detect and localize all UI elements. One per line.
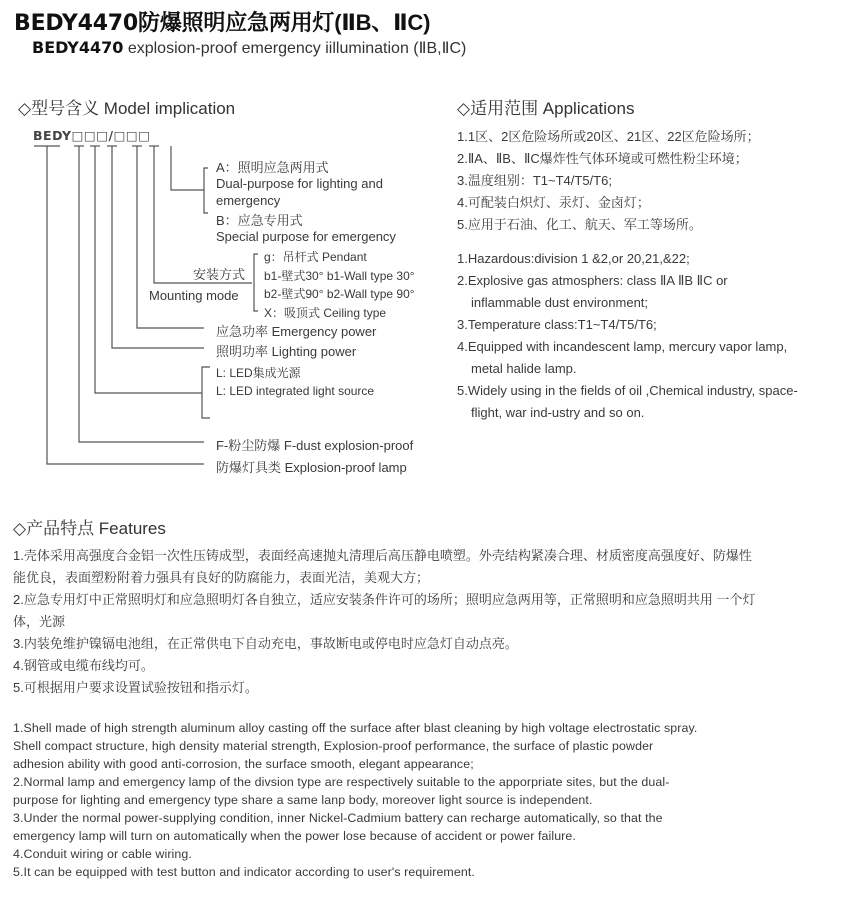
applications-en-item: 2.Explosive gas atmosphers: class ⅡA ⅡB ⅡC or	[457, 273, 728, 288]
features-en-item-cont: purpose for lighting and emergency type share a same lanp body, moreover light source is independent.	[13, 793, 593, 807]
applications-cn-item: 3.温度组别：T1~T4/T5/T6;	[457, 173, 612, 188]
applications-en-item-cont: inflammable dust environment;	[471, 295, 649, 310]
applications-cn-item: 1.1区、2区危险场所或20区、21区、22区危险场所；	[457, 129, 760, 144]
type-a-en-line1: Dual-purpose for lighting and	[216, 176, 383, 191]
applications-en-item-cont: flight, war ind-ustry and so on.	[471, 405, 645, 420]
features-en-item: 3.Under the normal power-supplying condition, inner Nickel-Cadmium battery can recharge automatically, so that the	[13, 811, 663, 825]
features-en-item: 5.It can be equipped with test button and indicator according to user's requirement.	[13, 865, 475, 879]
features-en-item: 1.Shell made of high strength aluminum alloy casting off the surface after blast cleaning by high voltage electrostatic spray.	[13, 721, 698, 735]
light-source-cn: L: LED集成光源	[216, 366, 301, 380]
title-model: BEDY4470	[14, 11, 139, 36]
applications-cn-item: 2.ⅡA、ⅡB、ⅡC爆炸性气体环境或可燃性粉尘环境；	[457, 151, 748, 166]
type-b-en: Special purpose for emergency	[216, 229, 396, 244]
features-en-item: 2.Normal lamp and emergency lamp of the divsion type are respectively suitable to the apporpriate sites, but the dual-	[13, 775, 670, 789]
dust-explosion-proof: F-粉尘防爆 F-dust explosion-proof	[216, 438, 414, 453]
features-cn-item-cont: 能优良，表面塑粉附着力强具有良好的防腐能力，表面光洁，美观大方；	[13, 570, 430, 585]
features-cn-item-cont: 体，光源	[13, 614, 66, 629]
features-cn-item: 3.内装免维护镍镉电池组，在正常供电下自动充电，事故断电或停电时应急灯自动点亮。	[13, 636, 518, 651]
model-section-heading: ◇型号含义 Model implication	[18, 99, 236, 118]
features-cn-item: 1.壳体采用高强度合金铝一次性压铸成型，表面经高速抛丸清理后高压静电喷塑。外壳结构紧凑合理、材质密度高强度好、防爆性	[13, 548, 752, 563]
applications-en-item-cont: metal halide lamp.	[471, 361, 577, 376]
features-en-list	[13, 719, 697, 881]
light-source-en: L: LED integrated light source	[216, 384, 375, 398]
mount-pendant: g：吊杆式 Pendant	[264, 250, 367, 264]
applications-cn-list	[457, 126, 760, 236]
type-a-en-line2: emergency	[216, 193, 281, 208]
applications-en-item: 3.Temperature class:T1~T4/T5/T6;	[457, 317, 657, 332]
applications-en-item: 1.Hazardous:division 1 &2,or 20,21,&22;	[457, 251, 690, 266]
features-cn-item: 5.可根据用户要求设置试验按钮和指示灯。	[13, 680, 258, 695]
applications-en-item: 4.Equipped with incandescent lamp, mercury vapor lamp,	[457, 339, 788, 354]
title-cn: 防爆照明应急两用灯(ⅡB、ⅡC)	[138, 10, 431, 35]
features-cn-list	[13, 545, 755, 699]
features-en-item-cont: emergency lamp will turn on automatically when the power lose because of accident or power failure.	[13, 829, 576, 843]
model-code: BEDY□□□/□□□	[33, 128, 151, 143]
features-heading: ◇产品特点 Features	[13, 519, 166, 538]
features-en-item-cont: Shell compact structure, high density material strength, Explosion-proof performance, the surface of plastic powder	[13, 739, 654, 753]
applications-en-item: 5.Widely using in the fields of oil ,Chemical industry, space-	[457, 383, 798, 398]
features-cn-item: 2.应急专用灯中正常照明灯和应急照明灯各自独立，适应安装条件许可的场所；照明应急两用等，正常照明和应急照明共用 一个灯	[13, 592, 756, 607]
features-en-item-cont: adhesion ability with good anti-corrosion, the surface smooth, elegant appearance;	[13, 757, 474, 771]
features-cn-item: 4.钢管或电缆布线均可。	[13, 658, 154, 673]
mounting-label-cn: 安装方式	[193, 267, 246, 282]
mount-wall-90: b2-壁式90° b2-Wall type 90°	[264, 287, 415, 301]
features-en-item: 4.Conduit wiring or cable wiring.	[13, 847, 192, 861]
mount-wall-30: b1-壁式30° b1-Wall type 30°	[264, 269, 415, 283]
type-b-cn: B：应急专用式	[216, 213, 303, 228]
subtitle-model: BEDY4470	[32, 38, 124, 57]
applications-cn-item: 5.应用于石油、化工、航天、军工等场所。	[457, 217, 702, 232]
type-a-cn: A：照明应急两用式	[216, 160, 329, 175]
applications-cn-item: 4.可配装白炽灯、汞灯、金卤灯；	[457, 195, 650, 210]
lighting-power: 照明功率 Lighting power	[216, 344, 357, 359]
explosion-proof-lamp: 防爆灯具类 Explosion-proof lamp	[216, 460, 407, 475]
applications-en-list	[457, 248, 798, 424]
subtitle-en: explosion-proof emergency iillumination (ⅡB,ⅡC)	[127, 40, 467, 57]
mounting-label-en: Mounting mode	[149, 288, 239, 303]
emergency-power: 应急功率 Emergency power	[216, 324, 377, 339]
applications-heading: ◇适用范围 Applications	[457, 99, 635, 118]
mount-ceiling: X：吸顶式 Ceiling type	[264, 306, 387, 320]
